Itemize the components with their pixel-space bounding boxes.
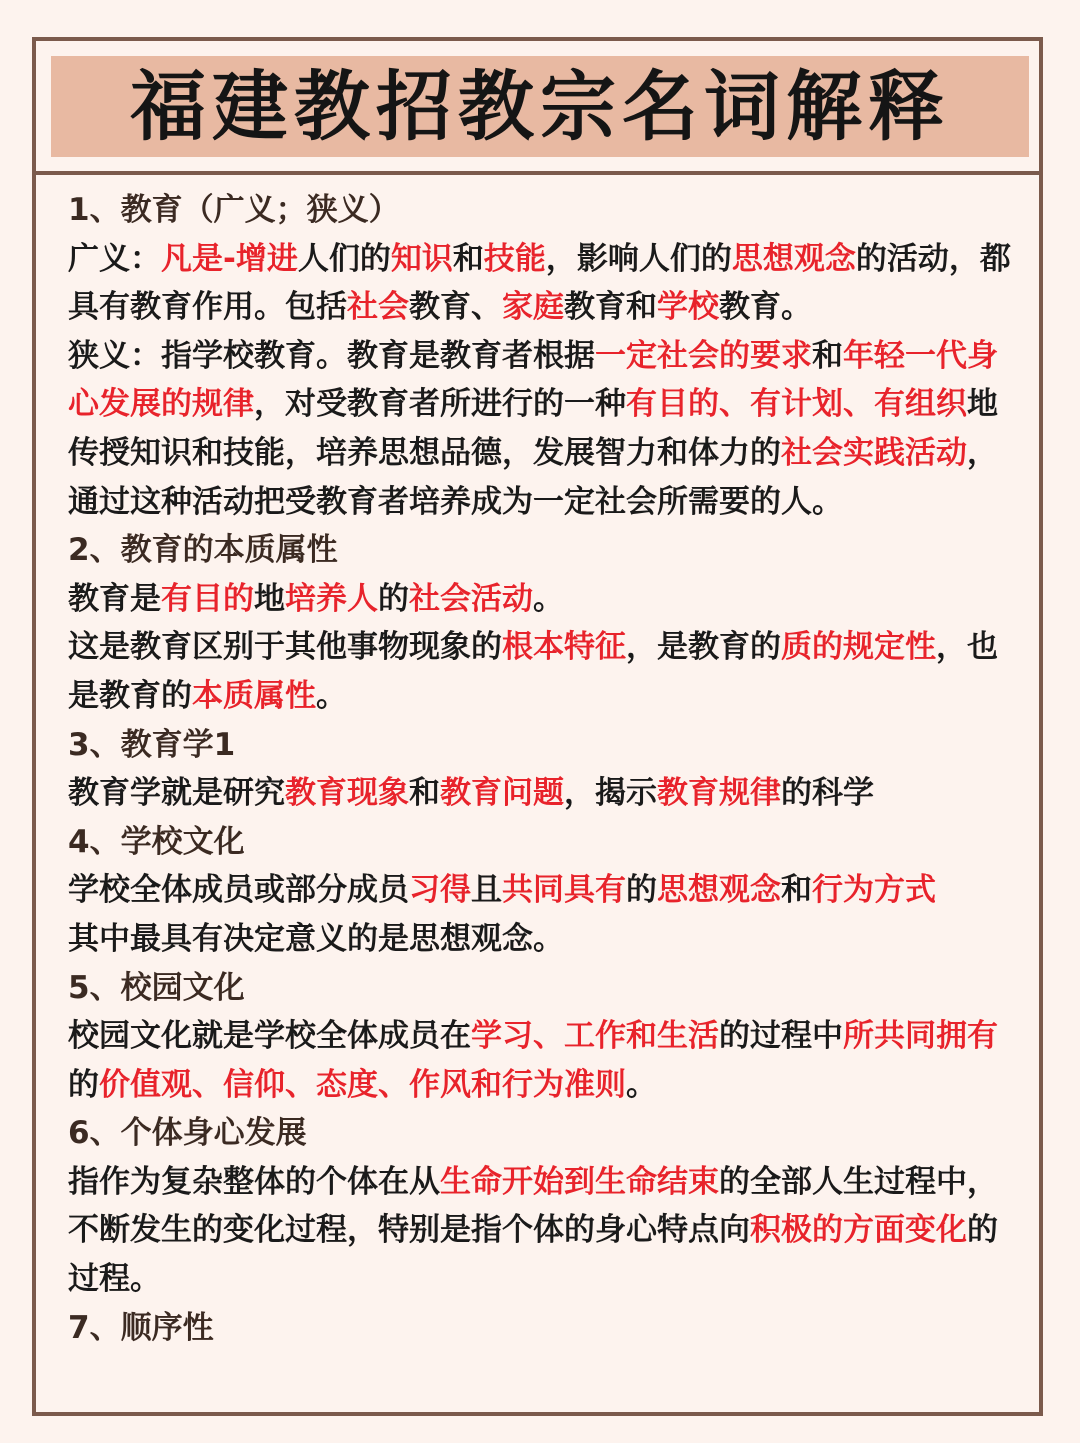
definition-paragraph: 其中最具有决定意义的是思想观念。	[68, 920, 564, 957]
definition-paragraph: 学校全体成员或部分成员习得且共同具有的思想观念和行为方式	[68, 872, 936, 909]
definition-paragraph: 教育是有目的地培养人的社会活动。	[68, 580, 564, 617]
definition-paragraph: 这是教育区别于其他事物现象的根本特征，是教育的质的规定性，也是教育的本质属性。	[68, 629, 998, 714]
definition-paragraph: 校园文化就是学校全体成员在学习、工作和生活的过程中所共同拥有的价值观、信仰、态度、作风和行为准则。	[68, 1018, 998, 1103]
section-heading-2: 2、教育的本质属性	[68, 532, 338, 569]
content-body	[68, 186, 1013, 1352]
section-heading-4: 4、学校文化	[68, 823, 245, 860]
section-heading-6: 6、个体身心发展	[68, 1115, 307, 1152]
definition-paragraph: 教育学就是研究教育现象和教育问题，揭示教育规律的科学	[68, 775, 874, 812]
page-title: 福建教招教宗名词解释	[130, 61, 950, 151]
section-heading-1: 1、教育（广义；狭义）	[68, 192, 400, 228]
section-heading-7: 7、顺序性	[68, 1309, 214, 1346]
definition-paragraph-narrow: 狭义：指学校教育。教育是教育者根据一定社会的要求和年轻一代身心发展的规律，对受教育者所进行的一种有目的、有计划、有组织地传授知识和技能，培养思想品德，发展智力和体力的社会实践活动，通过这种活动把受教育者培养成为一定社会所需要的人。	[68, 337, 998, 520]
section-heading-5: 5、校园文化	[68, 969, 245, 1006]
definition-paragraph-broad: 广义：凡是-增进人们的知识和技能，影响人们的思想观念的活动，都具有教育作用。包括社会教育、家庭教育和学校教育。	[68, 240, 1011, 326]
section-heading-3: 3、教育学1	[68, 726, 236, 763]
title-banner	[51, 56, 1029, 157]
definition-paragraph: 指作为复杂整体的个体在从生命开始到生命结束的全部人生过程中，不断发生的变化过程，特别是指个体的身心特点向积极的方面变化的过程。	[68, 1163, 998, 1298]
title-divider	[32, 171, 1043, 175]
